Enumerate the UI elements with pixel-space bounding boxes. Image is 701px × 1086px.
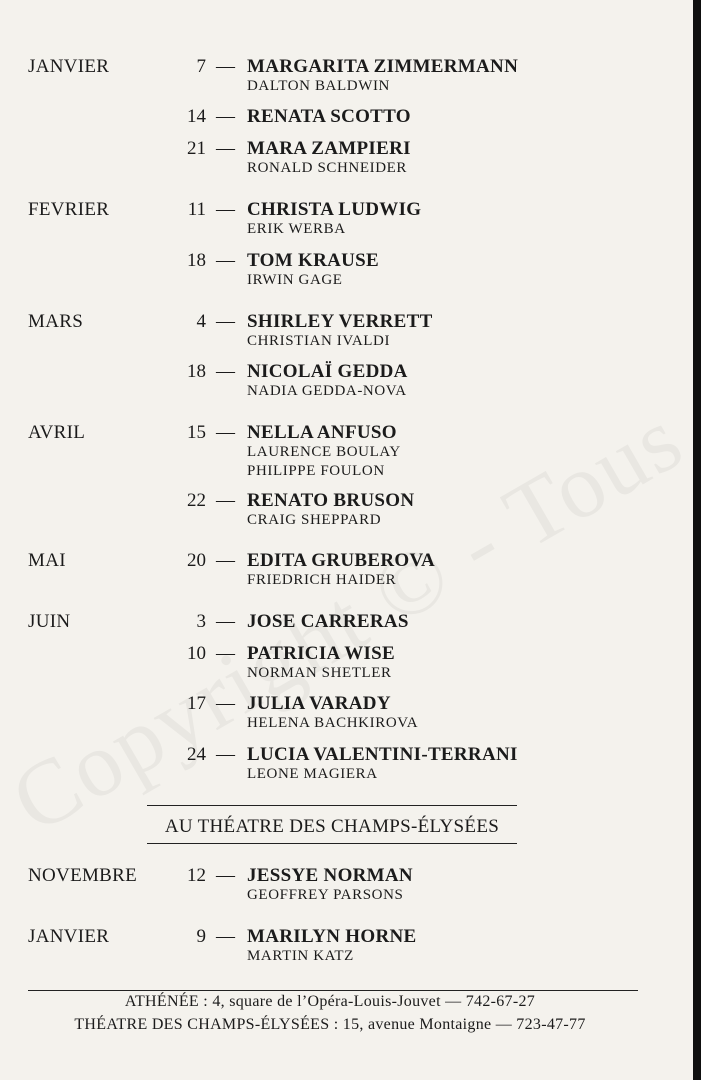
month-label: FEVRIER — [28, 199, 110, 220]
day-number: 3 — [196, 611, 206, 632]
dash-separator: — — [216, 643, 235, 664]
day-number: 4 — [196, 311, 206, 332]
accompanist-name: LEONE MAGIERA — [247, 766, 378, 782]
month-label: MAI — [28, 550, 66, 571]
accompanist-name: PHILIPPE FOULON — [247, 463, 385, 479]
day-number: 18 — [187, 361, 206, 382]
performer-name: CHRISTA LUDWIG — [247, 199, 422, 220]
accompanist-name: RONALD SCHNEIDER — [247, 160, 408, 176]
performer-name: RENATA SCOTTO — [247, 106, 411, 127]
accompanist-name: NORMAN SHETLER — [247, 665, 392, 681]
performer-name: EDITA GRUBEROVA — [247, 550, 436, 571]
performer-name: MARGARITA ZIMMERMANN — [247, 56, 519, 77]
dash-separator: — — [216, 744, 235, 765]
section-rule-top — [147, 805, 517, 806]
scan-edge-right — [693, 0, 701, 1086]
accompanist-name: NADIA GEDDA-NOVA — [247, 383, 407, 399]
performer-name: LUCIA VALENTINI-TERRANI — [247, 744, 518, 765]
day-number: 20 — [187, 550, 206, 571]
performer-name: JULIA VARADY — [247, 693, 391, 714]
dash-separator: — — [216, 311, 235, 332]
footer-rule — [28, 990, 638, 991]
venue-section-title: AU THÉATRE DES CHAMPS-ÉLYSÉES — [164, 816, 500, 837]
footer-address-athenee: ATHÉNÉE : 4, square de l’Opéra-Louis-Jouvet — 742-67-27 — [124, 993, 536, 1010]
performer-name: RENATO BRUSON — [247, 490, 415, 511]
accompanist-name: CRAIG SHEPPARD — [247, 512, 382, 528]
month-label: JANVIER — [28, 926, 110, 947]
performer-name: MARA ZAMPIERI — [247, 138, 411, 159]
performer-name: JESSYE NORMAN — [247, 865, 413, 886]
section-rule-bottom — [147, 843, 517, 844]
accompanist-name: CHRISTIAN IVALDI — [247, 333, 391, 349]
dash-separator: — — [216, 199, 235, 220]
day-number: 21 — [187, 138, 206, 159]
day-number: 14 — [187, 106, 206, 127]
dash-separator: — — [216, 361, 235, 382]
dash-separator: — — [216, 250, 235, 271]
day-number: 11 — [187, 199, 206, 220]
month-label: JUIN — [28, 611, 71, 632]
day-number: 22 — [187, 490, 206, 511]
month-label: NOVEMBRE — [28, 865, 138, 886]
performer-name: TOM KRAUSE — [247, 250, 379, 271]
dash-separator: — — [216, 422, 235, 443]
month-label: JANVIER — [28, 56, 110, 77]
day-number: 15 — [187, 422, 206, 443]
day-number: 12 — [187, 865, 206, 886]
day-number: 17 — [187, 693, 206, 714]
footer-address-champs-elysees: THÉATRE DES CHAMPS-ÉLYSÉES : 15, avenue Montaigne — 723-47-77 — [74, 1016, 586, 1033]
performer-name: SHIRLEY VERRETT — [247, 311, 433, 332]
accompanist-name: FRIEDRICH HAIDER — [247, 572, 397, 588]
dash-separator: — — [216, 490, 235, 511]
dash-separator: — — [216, 56, 235, 77]
performer-name: PATRICIA WISE — [247, 643, 396, 664]
performer-name: JOSE CARRERAS — [247, 611, 409, 632]
accompanist-name: DALTON BALDWIN — [247, 78, 390, 94]
accompanist-name: ERIK WERBA — [247, 221, 346, 237]
accompanist-name: MARTIN KATZ — [247, 948, 354, 964]
day-number: 7 — [196, 56, 206, 77]
dash-separator: — — [216, 865, 235, 886]
dash-separator: — — [216, 138, 235, 159]
day-number: 18 — [187, 250, 206, 271]
day-number: 10 — [187, 643, 206, 664]
dash-separator: — — [216, 926, 235, 947]
dash-separator: — — [216, 611, 235, 632]
accompanist-name: IRWIN GAGE — [247, 272, 343, 288]
accompanist-name: GEOFFREY PARSONS — [247, 887, 404, 903]
day-number: 24 — [187, 744, 206, 765]
month-label: AVRIL — [28, 422, 86, 443]
scan-edge-bottom — [0, 1080, 701, 1086]
performer-name: NICOLAÏ GEDDA — [247, 361, 408, 382]
performer-name: MARILYN HORNE — [247, 926, 417, 947]
day-number: 9 — [196, 926, 206, 947]
dash-separator: — — [216, 106, 235, 127]
accompanist-name: LAURENCE BOULAY — [247, 444, 401, 460]
dash-separator: — — [216, 693, 235, 714]
dash-separator: — — [216, 550, 235, 571]
month-label: MARS — [28, 311, 84, 332]
accompanist-name: HELENA BACHKIROVA — [247, 715, 419, 731]
performer-name: NELLA ANFUSO — [247, 422, 397, 443]
